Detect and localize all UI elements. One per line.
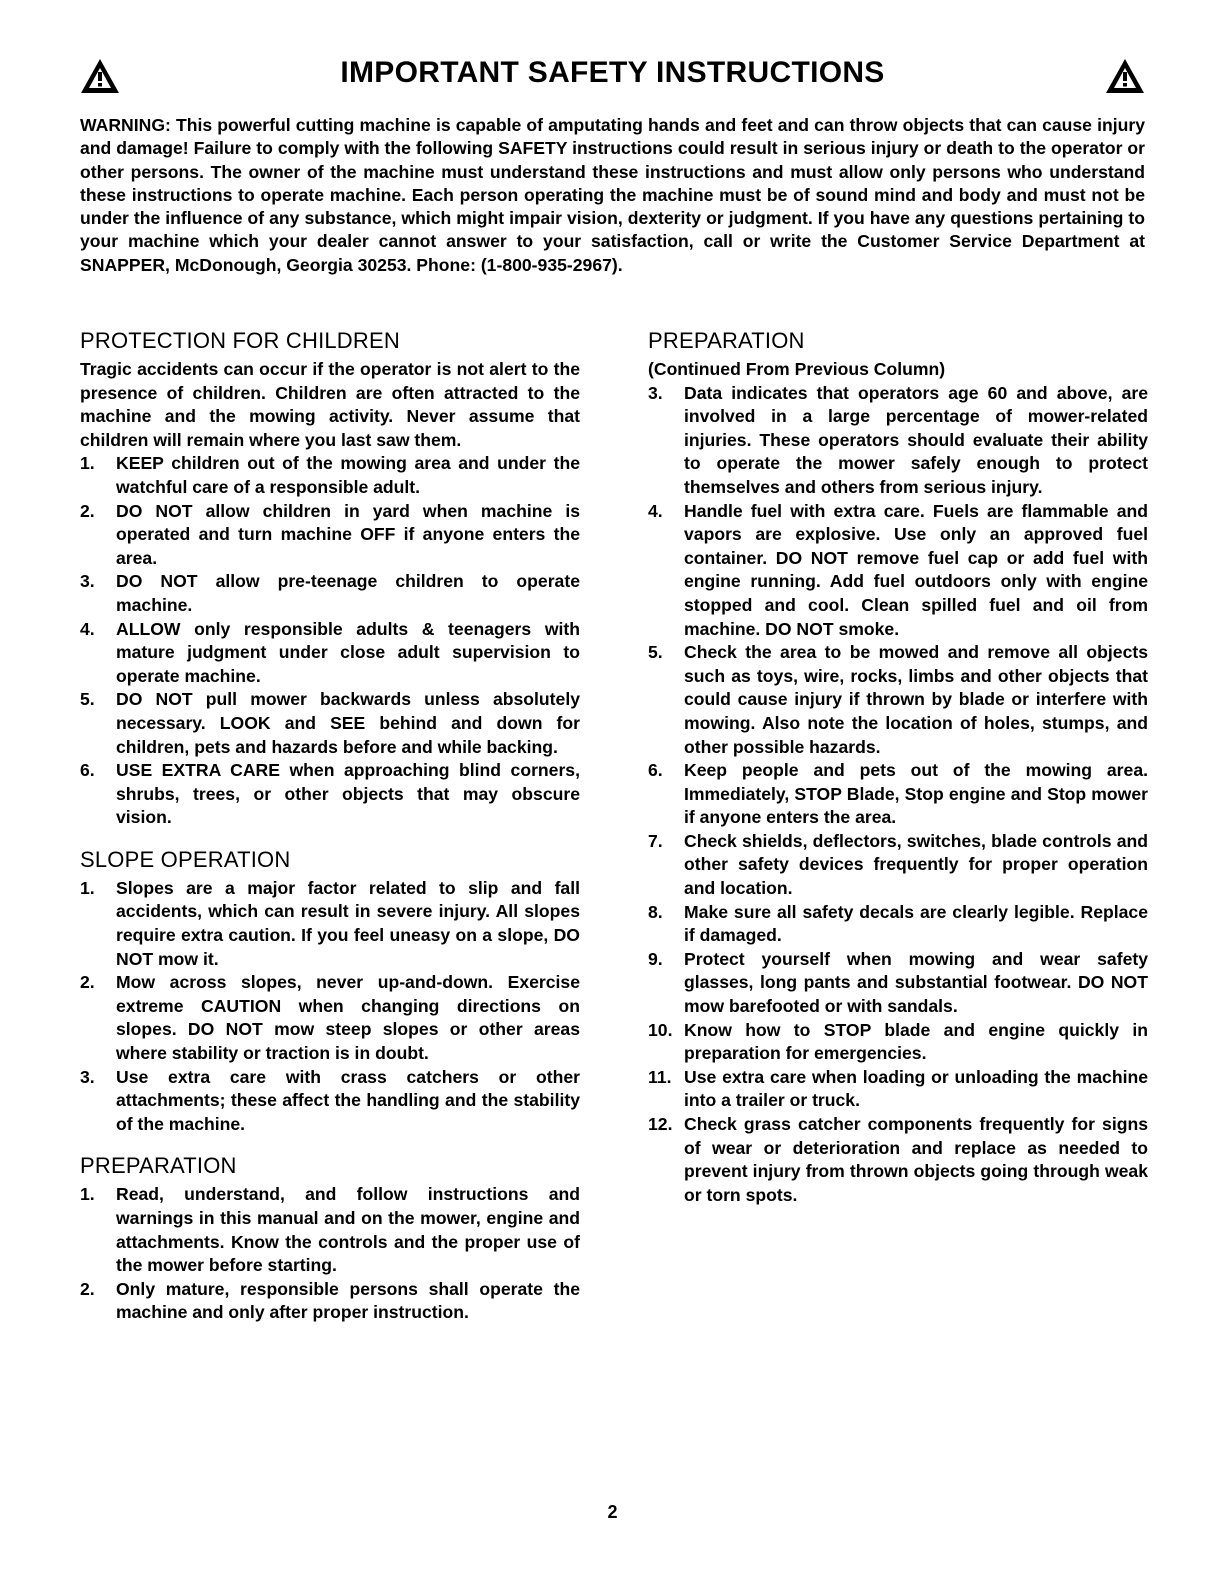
warning-triangle-icon [1105, 58, 1145, 94]
page-number: 2 [607, 1502, 618, 1522]
protection-heading: PROTECTION FOR CHILDREN [80, 328, 400, 353]
right-column [648, 328, 1148, 1224]
list-item: 4. Handle fuel with extra care. Fuels are flammable and vapors are explosive. Use only an approved fuel container. DO NOT remove fuel cap or add fuel with engine running. Add fuel outdoors only with engine stopped and cool. Clean spilled fuel and oil from machine. DO NOT smoke. [648, 500, 1148, 639]
preparation-list [80, 1183, 580, 1325]
list-item: 12. Check grass catcher components frequently for signs of wear or deterioration and replace as needed to prevent injury from thrown objects going through weak or torn spots. [648, 1114, 1148, 1205]
list-item: 2. Mow across slopes, never up-and-down. Exercise extreme CAUTION when changing directions on slopes. DO NOT mow steep slopes or other areas where stability or traction is in doubt. [80, 972, 580, 1064]
list-item: 2. DO NOT allow children in yard when machine is operated and turn machine OFF if anyone enters the area. [80, 500, 580, 568]
slope-section [80, 847, 580, 1137]
continued-note: (Continued From Previous Column) [648, 359, 946, 379]
warning-paragraph: WARNING: This powerful cutting machine is capable of amputating hands and feet and can throw objects that can cause injury and damage! Failure to comply with the following SAFETY instructions could result in serious injury or death to the operator or other persons. The owner of the machine must understand these instructions and must allow only persons who understand these instructions to operate machine. Each person operating the machine must be of sound mind and body and must not be under the influence of any substance, which might impair vision, dexterity or judgment. If you have any questions pertaining to your machine which your dealer cannot answer to your satisfaction, call or write the Customer Service Department at SNAPPER, McDonough, Georgia 30253. Phone: (1-800-935-2967). [80, 115, 1145, 275]
list-item: 8. Make sure all safety decals are clearly legible. Replace if damaged. [648, 901, 1148, 946]
list-item: 1. Slopes are a major factor related to slip and fall accidents, which can result in severe injury. All slopes require extra caution. If you feel uneasy on a slope, DO NOT mow it. [80, 877, 580, 969]
preparation-continued-list [648, 382, 1148, 1208]
list-item: 9. Protect yourself when mowing and wear safety glasses, long pants and substantial footwear. DO NOT mow barefooted or with sandals. [648, 948, 1148, 1017]
page-header [80, 52, 1145, 102]
preparation-section [80, 1153, 580, 1325]
slope-list [80, 877, 580, 1137]
list-item: 1. Read, understand, and follow instructions and warnings in this manual and on the mower, engine and attachments. Know the controls and the proper use of the mower before starting. [80, 1184, 580, 1276]
protection-intro: Tragic accidents can occur if the operator is not alert to the presence of children. Children are often attracted to the machine and the mowing activity. Never assume that children will remain where you last saw them. [80, 359, 580, 450]
list-item: 11. Use extra care when loading or unloading the machine into a trailer or truck. [648, 1066, 1148, 1111]
page-title: IMPORTANT SAFETY INSTRUCTIONS [340, 56, 885, 89]
list-item: 10. Know how to STOP blade and engine quickly in preparation for emergencies. [648, 1019, 1148, 1064]
list-item: 5. DO NOT pull mower backwards unless absolutely necessary. LOOK and SEE behind and down for children, pets and hazards before and while backing. [80, 689, 580, 757]
list-item: 1. KEEP children out of the mowing area and under the watchful care of a responsible adult. [80, 453, 580, 497]
protection-list [80, 452, 580, 830]
preparation-continued-heading: PREPARATION [648, 328, 805, 353]
slope-heading: SLOPE OPERATION [80, 846, 291, 872]
preparation-heading: PREPARATION [80, 1153, 237, 1179]
preparation-continued-section [648, 328, 1148, 1207]
list-item: 6. Keep people and pets out of the mowing area. Immediately, STOP Blade, Stop engine and Stop mower if anyone enters the area. [648, 760, 1148, 828]
list-item: 2. Only mature, responsible persons shall operate the machine and only after proper instruction. [80, 1278, 580, 1323]
list-item: 3. Use extra care with crass catchers or other attachments; these affect the handling and the stability of the machine. [80, 1066, 580, 1134]
list-item: 3. DO NOT allow pre-teenage children to operate machine. [80, 571, 580, 615]
list-item: 3. Data indicates that operators age 60 and above, are involved in a large percentage of mower-related injuries. These operators should evaluate their ability to operate the mower safely enough to protect themselves and others from serious injury. [648, 382, 1148, 497]
list-item: 7. Check shields, deflectors, switches, blade controls and other safety devices frequently for proper operation and location. [648, 830, 1148, 899]
list-item: 6. USE EXTRA CARE when approaching blind corners, shrubs, trees, or other objects that may obscure vision. [80, 760, 580, 828]
list-item: 4. ALLOW only responsible adults & teenagers with mature judgment under close adult supervision to operate machine. [80, 618, 580, 686]
left-column [80, 328, 580, 1342]
list-item: 5. Check the area to be mowed and remove all objects such as toys, wire, rocks, limbs and other objects that could cause injury if thrown by blade or interfere with mowing. Also note the location of holes, stumps, and other possible hazards. [648, 642, 1148, 757]
protection-section [80, 328, 580, 830]
